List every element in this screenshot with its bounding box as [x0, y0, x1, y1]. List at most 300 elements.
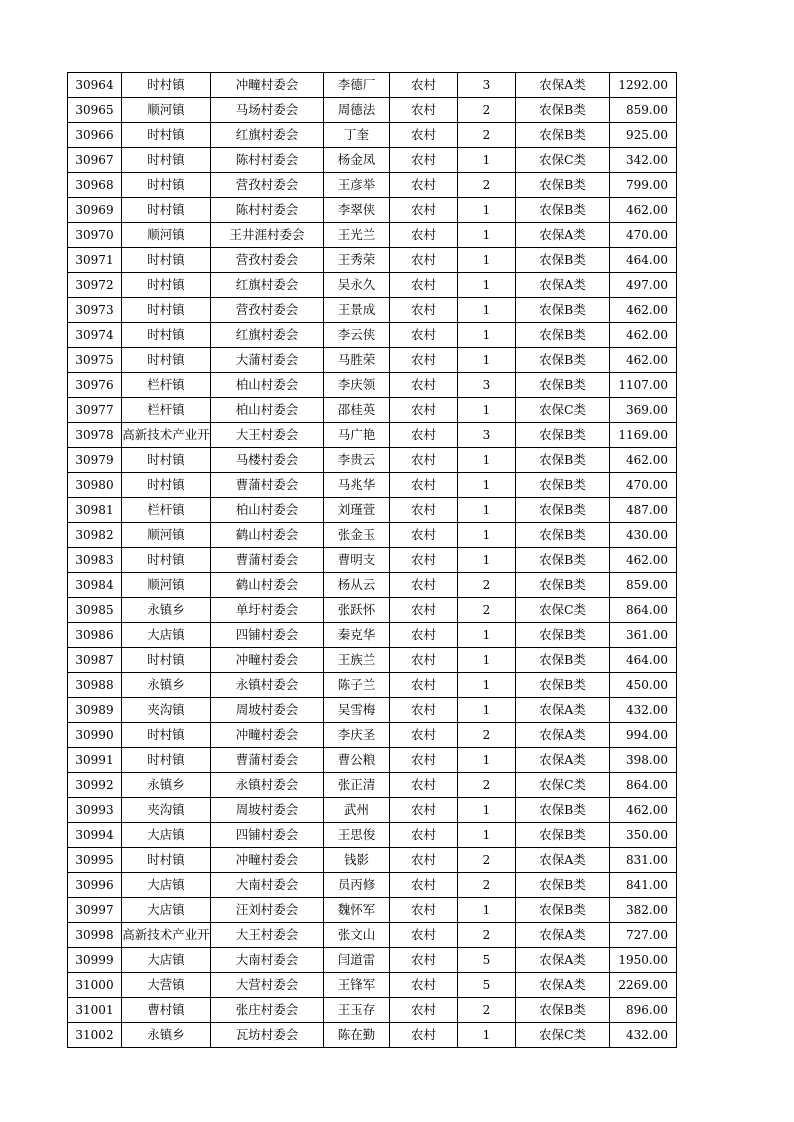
person-count-cell: 2 [458, 98, 516, 123]
household-type-cell: 农村 [390, 998, 458, 1023]
village-committee-cell: 大王村委会 [211, 923, 324, 948]
record-id-cell: 31001 [68, 998, 122, 1023]
person-name-cell: 闫道雷 [324, 948, 390, 973]
table-row [68, 1023, 677, 1048]
person-count-cell: 1 [458, 1023, 516, 1048]
village-committee-cell: 大王村委会 [211, 423, 324, 448]
table-row [68, 898, 677, 923]
table-row [68, 423, 677, 448]
insurance-category-cell: 农保C类 [516, 1023, 610, 1048]
town-cell: 时村镇 [122, 323, 211, 348]
record-id-cell: 30999 [68, 948, 122, 973]
record-id-cell: 30966 [68, 123, 122, 148]
person-count-cell: 1 [458, 673, 516, 698]
town-cell: 顺河镇 [122, 523, 211, 548]
household-type-cell: 农村 [390, 198, 458, 223]
person-name-cell: 秦克华 [324, 623, 390, 648]
household-type-cell: 农村 [390, 323, 458, 348]
record-id-cell: 30965 [68, 98, 122, 123]
village-committee-cell: 瓦坊村委会 [211, 1023, 324, 1048]
insurance-category-cell: 农保B类 [516, 323, 610, 348]
person-count-cell: 2 [458, 723, 516, 748]
household-type-cell: 农村 [390, 498, 458, 523]
town-cell: 顺河镇 [122, 223, 211, 248]
village-committee-cell: 大南村委会 [211, 948, 324, 973]
person-count-cell: 1 [458, 698, 516, 723]
amount-cell: 464.00 [610, 248, 677, 273]
household-type-cell: 农村 [390, 723, 458, 748]
village-committee-cell: 营孜村委会 [211, 248, 324, 273]
insurance-category-cell: 农保A类 [516, 723, 610, 748]
household-type-cell: 农村 [390, 773, 458, 798]
amount-cell: 925.00 [610, 123, 677, 148]
village-committee-cell: 红旗村委会 [211, 273, 324, 298]
person-name-cell: 李德厂 [324, 73, 390, 98]
household-type-cell: 农村 [390, 548, 458, 573]
record-id-cell: 30997 [68, 898, 122, 923]
household-type-cell: 农村 [390, 1023, 458, 1048]
town-cell: 时村镇 [122, 173, 211, 198]
village-committee-cell: 单圩村委会 [211, 598, 324, 623]
table-row [68, 723, 677, 748]
record-id-cell: 30976 [68, 373, 122, 398]
household-type-cell: 农村 [390, 623, 458, 648]
person-name-cell: 杨金凤 [324, 148, 390, 173]
person-count-cell: 3 [458, 373, 516, 398]
household-type-cell: 农村 [390, 848, 458, 873]
table-row [68, 173, 677, 198]
insurance-category-cell: 农保C类 [516, 598, 610, 623]
person-name-cell: 邵桂英 [324, 398, 390, 423]
record-id-cell: 30990 [68, 723, 122, 748]
record-id-cell: 30985 [68, 598, 122, 623]
person-count-cell: 1 [458, 523, 516, 548]
insurance-category-cell: 农保B类 [516, 348, 610, 373]
amount-cell: 799.00 [610, 173, 677, 198]
town-cell: 时村镇 [122, 548, 211, 573]
record-id-cell: 30972 [68, 273, 122, 298]
person-name-cell: 李翠侠 [324, 198, 390, 223]
person-name-cell: 钱影 [324, 848, 390, 873]
amount-cell: 462.00 [610, 298, 677, 323]
amount-cell: 369.00 [610, 398, 677, 423]
record-id-cell: 30980 [68, 473, 122, 498]
insurance-category-cell: 农保B类 [516, 173, 610, 198]
amount-cell: 1950.00 [610, 948, 677, 973]
amount-cell: 462.00 [610, 323, 677, 348]
village-committee-cell: 陈村村委会 [211, 198, 324, 223]
record-id-cell: 30978 [68, 423, 122, 448]
person-count-cell: 5 [458, 948, 516, 973]
village-committee-cell: 大蒲村委会 [211, 348, 324, 373]
amount-cell: 864.00 [610, 598, 677, 623]
household-type-cell: 农村 [390, 373, 458, 398]
table-row [68, 798, 677, 823]
village-committee-cell: 大营村委会 [211, 973, 324, 998]
village-committee-cell: 四铺村委会 [211, 623, 324, 648]
insurance-category-cell: 农保B类 [516, 673, 610, 698]
town-cell: 永镇乡 [122, 598, 211, 623]
village-committee-cell: 大南村委会 [211, 873, 324, 898]
village-committee-cell: 冲疃村委会 [211, 723, 324, 748]
table-row [68, 698, 677, 723]
record-id-cell: 30988 [68, 673, 122, 698]
person-count-cell: 2 [458, 873, 516, 898]
insurance-category-cell: 农保B类 [516, 473, 610, 498]
household-type-cell: 农村 [390, 573, 458, 598]
table-row [68, 123, 677, 148]
town-cell: 时村镇 [122, 448, 211, 473]
amount-cell: 2269.00 [610, 973, 677, 998]
record-id-cell: 30971 [68, 248, 122, 273]
amount-cell: 432.00 [610, 698, 677, 723]
amount-cell: 497.00 [610, 273, 677, 298]
amount-cell: 470.00 [610, 473, 677, 498]
person-name-cell: 王玉存 [324, 998, 390, 1023]
amount-cell: 462.00 [610, 348, 677, 373]
table-row [68, 473, 677, 498]
person-count-cell: 5 [458, 973, 516, 998]
household-type-cell: 农村 [390, 148, 458, 173]
insurance-category-cell: 农保B类 [516, 198, 610, 223]
person-name-cell: 曹明支 [324, 548, 390, 573]
amount-cell: 1107.00 [610, 373, 677, 398]
person-count-cell: 1 [458, 148, 516, 173]
table-row [68, 548, 677, 573]
table-row [68, 823, 677, 848]
person-name-cell: 王秀荣 [324, 248, 390, 273]
household-type-cell: 农村 [390, 823, 458, 848]
insurance-category-cell: 农保A类 [516, 973, 610, 998]
village-committee-cell: 陈村村委会 [211, 148, 324, 173]
household-type-cell: 农村 [390, 123, 458, 148]
record-id-cell: 30975 [68, 348, 122, 373]
village-committee-cell: 马楼村委会 [211, 448, 324, 473]
person-count-cell: 2 [458, 923, 516, 948]
amount-cell: 342.00 [610, 148, 677, 173]
amount-cell: 1292.00 [610, 73, 677, 98]
household-type-cell: 农村 [390, 423, 458, 448]
amount-cell: 432.00 [610, 1023, 677, 1048]
table-row [68, 73, 677, 98]
amount-cell: 361.00 [610, 623, 677, 648]
village-committee-cell: 四铺村委会 [211, 823, 324, 848]
table-row [68, 523, 677, 548]
town-cell: 大营镇 [122, 973, 211, 998]
person-name-cell: 王光兰 [324, 223, 390, 248]
amount-cell: 994.00 [610, 723, 677, 748]
town-cell: 时村镇 [122, 648, 211, 673]
record-id-cell: 30989 [68, 698, 122, 723]
table-row [68, 323, 677, 348]
person-count-cell: 1 [458, 248, 516, 273]
household-type-cell: 农村 [390, 73, 458, 98]
amount-cell: 382.00 [610, 898, 677, 923]
town-cell: 时村镇 [122, 123, 211, 148]
table-row [68, 948, 677, 973]
town-cell: 时村镇 [122, 73, 211, 98]
record-id-cell: 30964 [68, 73, 122, 98]
household-type-cell: 农村 [390, 173, 458, 198]
record-id-cell: 30973 [68, 298, 122, 323]
person-count-cell: 2 [458, 173, 516, 198]
town-cell: 大店镇 [122, 623, 211, 648]
insurance-category-cell: 农保B类 [516, 248, 610, 273]
insurance-category-cell: 农保B类 [516, 573, 610, 598]
insurance-category-cell: 农保B类 [516, 823, 610, 848]
person-count-cell: 2 [458, 123, 516, 148]
household-type-cell: 农村 [390, 448, 458, 473]
record-id-cell: 30987 [68, 648, 122, 673]
village-committee-cell: 曹蒲村委会 [211, 748, 324, 773]
village-committee-cell: 永镇村委会 [211, 773, 324, 798]
town-cell: 时村镇 [122, 148, 211, 173]
amount-cell: 398.00 [610, 748, 677, 773]
person-count-cell: 1 [458, 623, 516, 648]
insurance-category-cell: 农保B类 [516, 548, 610, 573]
person-count-cell: 1 [458, 823, 516, 848]
table-row [68, 273, 677, 298]
town-cell: 时村镇 [122, 748, 211, 773]
person-count-cell: 1 [458, 348, 516, 373]
town-cell: 大店镇 [122, 873, 211, 898]
amount-cell: 896.00 [610, 998, 677, 1023]
household-type-cell: 农村 [390, 948, 458, 973]
insurance-category-cell: 农保A类 [516, 923, 610, 948]
village-committee-cell: 红旗村委会 [211, 323, 324, 348]
village-committee-cell: 柏山村委会 [211, 498, 324, 523]
person-count-cell: 1 [458, 748, 516, 773]
person-name-cell: 杨从云 [324, 573, 390, 598]
record-id-cell: 30977 [68, 398, 122, 423]
insurance-category-cell: 农保B类 [516, 373, 610, 398]
table-row [68, 223, 677, 248]
insurance-category-cell: 农保B类 [516, 98, 610, 123]
village-committee-cell: 鹤山村委会 [211, 573, 324, 598]
person-name-cell: 吴雪梅 [324, 698, 390, 723]
town-cell: 高新技术产业开 [122, 423, 211, 448]
village-committee-cell: 营孜村委会 [211, 298, 324, 323]
town-cell: 栏杆镇 [122, 398, 211, 423]
town-cell: 时村镇 [122, 848, 211, 873]
town-cell: 曹村镇 [122, 998, 211, 1023]
household-type-cell: 农村 [390, 598, 458, 623]
person-count-cell: 1 [458, 898, 516, 923]
record-id-cell: 30983 [68, 548, 122, 573]
insurance-category-cell: 农保B类 [516, 623, 610, 648]
person-count-cell: 1 [458, 398, 516, 423]
roster-table [67, 72, 677, 1048]
village-committee-cell: 曹蒲村委会 [211, 473, 324, 498]
person-name-cell: 马广艳 [324, 423, 390, 448]
insurance-category-cell: 农保B类 [516, 123, 610, 148]
insurance-category-cell: 农保A类 [516, 848, 610, 873]
amount-cell: 1169.00 [610, 423, 677, 448]
insurance-category-cell: 农保A类 [516, 748, 610, 773]
amount-cell: 859.00 [610, 98, 677, 123]
record-id-cell: 30982 [68, 523, 122, 548]
town-cell: 时村镇 [122, 248, 211, 273]
person-name-cell: 张文山 [324, 923, 390, 948]
person-name-cell: 员丙修 [324, 873, 390, 898]
roster-table-body [68, 73, 677, 1048]
village-committee-cell: 冲疃村委会 [211, 848, 324, 873]
table-row [68, 998, 677, 1023]
amount-cell: 450.00 [610, 673, 677, 698]
household-type-cell: 农村 [390, 223, 458, 248]
person-count-cell: 1 [458, 448, 516, 473]
person-count-cell: 1 [458, 648, 516, 673]
person-count-cell: 1 [458, 298, 516, 323]
table-row [68, 648, 677, 673]
person-name-cell: 王彦举 [324, 173, 390, 198]
table-row [68, 673, 677, 698]
town-cell: 顺河镇 [122, 98, 211, 123]
table-row [68, 98, 677, 123]
person-name-cell: 刘瑾萱 [324, 498, 390, 523]
household-type-cell: 农村 [390, 398, 458, 423]
village-committee-cell: 汪刘村委会 [211, 898, 324, 923]
household-type-cell: 农村 [390, 698, 458, 723]
insurance-category-cell: 农保A类 [516, 223, 610, 248]
record-id-cell: 30992 [68, 773, 122, 798]
table-row [68, 348, 677, 373]
household-type-cell: 农村 [390, 873, 458, 898]
town-cell: 顺河镇 [122, 573, 211, 598]
town-cell: 大店镇 [122, 948, 211, 973]
household-type-cell: 农村 [390, 648, 458, 673]
person-name-cell: 武州 [324, 798, 390, 823]
record-id-cell: 30984 [68, 573, 122, 598]
town-cell: 栏杆镇 [122, 498, 211, 523]
person-count-cell: 1 [458, 223, 516, 248]
record-id-cell: 31000 [68, 973, 122, 998]
table-row [68, 848, 677, 873]
village-committee-cell: 冲疃村委会 [211, 648, 324, 673]
person-count-cell: 2 [458, 573, 516, 598]
village-committee-cell: 周坡村委会 [211, 698, 324, 723]
household-type-cell: 农村 [390, 923, 458, 948]
table-row [68, 248, 677, 273]
amount-cell: 430.00 [610, 523, 677, 548]
insurance-category-cell: 农保B类 [516, 498, 610, 523]
record-id-cell: 30991 [68, 748, 122, 773]
person-name-cell: 陈在勤 [324, 1023, 390, 1048]
household-type-cell: 农村 [390, 523, 458, 548]
table-row [68, 448, 677, 473]
person-name-cell: 李贵云 [324, 448, 390, 473]
record-id-cell: 31002 [68, 1023, 122, 1048]
amount-cell: 864.00 [610, 773, 677, 798]
person-count-cell: 1 [458, 198, 516, 223]
amount-cell: 462.00 [610, 548, 677, 573]
table-row [68, 623, 677, 648]
insurance-category-cell: 农保B类 [516, 873, 610, 898]
person-name-cell: 李庆圣 [324, 723, 390, 748]
record-id-cell: 30994 [68, 823, 122, 848]
insurance-category-cell: 农保C类 [516, 398, 610, 423]
table-row [68, 298, 677, 323]
table-row [68, 573, 677, 598]
person-name-cell: 张跃怀 [324, 598, 390, 623]
household-type-cell: 农村 [390, 273, 458, 298]
person-count-cell: 1 [458, 798, 516, 823]
table-row [68, 773, 677, 798]
person-count-cell: 3 [458, 73, 516, 98]
person-name-cell: 王思俊 [324, 823, 390, 848]
table-row [68, 398, 677, 423]
person-name-cell: 王景成 [324, 298, 390, 323]
village-committee-cell: 营孜村委会 [211, 173, 324, 198]
record-id-cell: 30969 [68, 198, 122, 223]
town-cell: 永镇乡 [122, 773, 211, 798]
village-committee-cell: 张庄村委会 [211, 998, 324, 1023]
amount-cell: 487.00 [610, 498, 677, 523]
record-id-cell: 30968 [68, 173, 122, 198]
insurance-category-cell: 农保B类 [516, 648, 610, 673]
insurance-category-cell: 农保A类 [516, 73, 610, 98]
table-row [68, 148, 677, 173]
person-name-cell: 王族兰 [324, 648, 390, 673]
person-name-cell: 王锋军 [324, 973, 390, 998]
household-type-cell: 农村 [390, 348, 458, 373]
insurance-category-cell: 农保B类 [516, 423, 610, 448]
household-type-cell: 农村 [390, 748, 458, 773]
insurance-category-cell: 农保B类 [516, 523, 610, 548]
person-name-cell: 李庆领 [324, 373, 390, 398]
village-committee-cell: 柏山村委会 [211, 373, 324, 398]
amount-cell: 464.00 [610, 648, 677, 673]
household-type-cell: 农村 [390, 248, 458, 273]
person-name-cell: 张正清 [324, 773, 390, 798]
village-committee-cell: 红旗村委会 [211, 123, 324, 148]
person-count-cell: 1 [458, 498, 516, 523]
insurance-category-cell: 农保B类 [516, 998, 610, 1023]
amount-cell: 462.00 [610, 448, 677, 473]
person-count-cell: 3 [458, 423, 516, 448]
record-id-cell: 30979 [68, 448, 122, 473]
town-cell: 时村镇 [122, 198, 211, 223]
person-name-cell: 李云侠 [324, 323, 390, 348]
person-count-cell: 2 [458, 598, 516, 623]
record-id-cell: 30981 [68, 498, 122, 523]
amount-cell: 470.00 [610, 223, 677, 248]
table-row [68, 373, 677, 398]
person-count-cell: 2 [458, 773, 516, 798]
household-type-cell: 农村 [390, 473, 458, 498]
insurance-category-cell: 农保B类 [516, 298, 610, 323]
household-type-cell: 农村 [390, 98, 458, 123]
town-cell: 大店镇 [122, 823, 211, 848]
insurance-category-cell: 农保B类 [516, 798, 610, 823]
person-count-cell: 1 [458, 548, 516, 573]
town-cell: 栏杆镇 [122, 373, 211, 398]
amount-cell: 727.00 [610, 923, 677, 948]
person-count-cell: 1 [458, 323, 516, 348]
insurance-category-cell: 农保B类 [516, 448, 610, 473]
record-id-cell: 30970 [68, 223, 122, 248]
household-type-cell: 农村 [390, 898, 458, 923]
town-cell: 永镇乡 [122, 673, 211, 698]
record-id-cell: 30996 [68, 873, 122, 898]
insurance-category-cell: 农保A类 [516, 698, 610, 723]
town-cell: 时村镇 [122, 273, 211, 298]
village-committee-cell: 柏山村委会 [211, 398, 324, 423]
village-committee-cell: 鹤山村委会 [211, 523, 324, 548]
person-name-cell: 吴永久 [324, 273, 390, 298]
insurance-category-cell: 农保B类 [516, 898, 610, 923]
town-cell: 高新技术产业开 [122, 923, 211, 948]
